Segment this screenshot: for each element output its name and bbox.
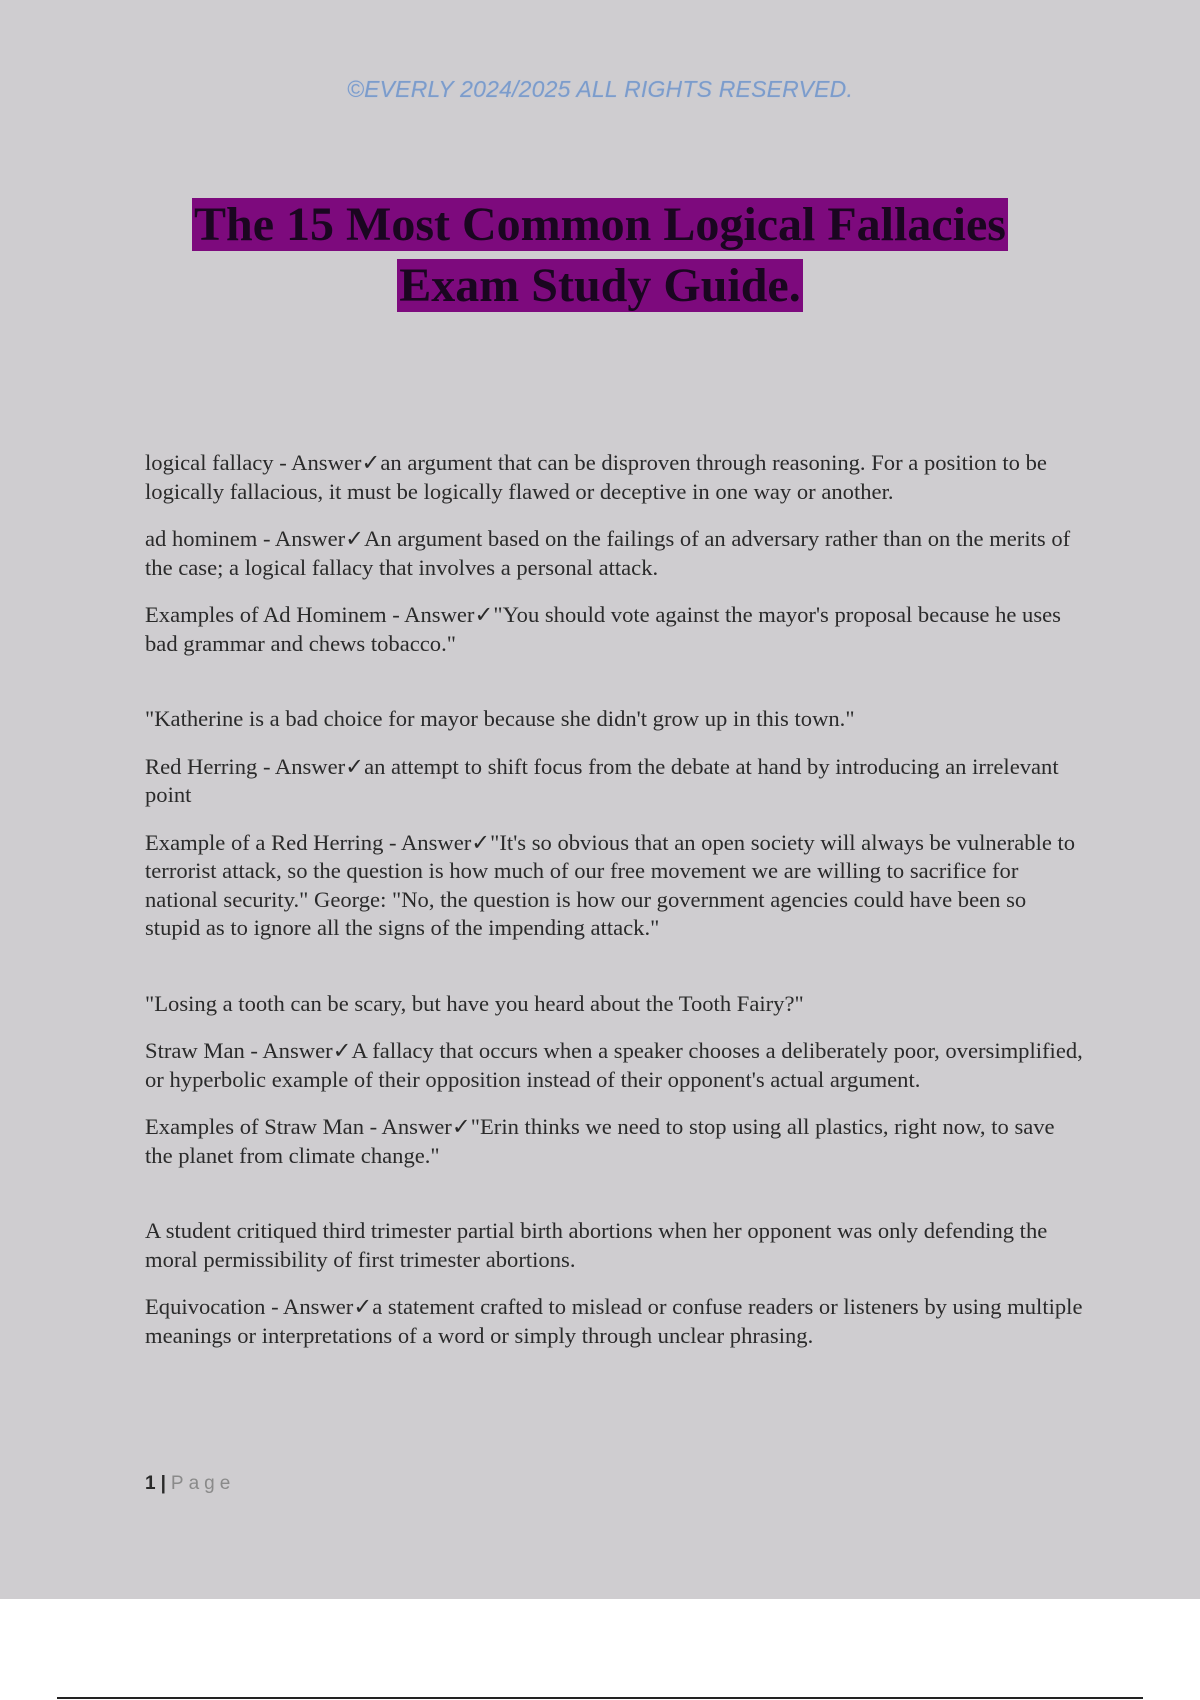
footer-separator: | [160,1473,166,1494]
copyright-header: ©EVERLY 2024/2025 ALL RIGHTS RESERVED. [346,76,854,102]
entry-ad-hominem-examples: Examples of Ad Hominem - Answer✓"You should vote against the mayor's proposal because he uses bad grammar and chews tobacco." [145,602,1061,656]
bottom-divider [57,1697,1143,1699]
entry-logical-fallacy: logical fallacy - Answer✓an argument that can be disproven through reasoning. For a position to be logically fallacious, it must be logically flawed or deceptive in one way or another. [145,450,1047,504]
title-line-2: Exam Study Guide. [399,259,801,312]
entry-straw-man: Straw Man - Answer✓A fallacy that occurs when a speaker chooses a deliberately poor, oversimplified, or hyperbolic example of their opposition instead of their opponent's actual argument. [145,1038,1083,1092]
title-line-1: The 15 Most Common Logical Fallacies [194,198,1006,251]
entry-ad-hominem-example-2: "Katherine is a bad choice for mayor because she didn't grow up in this town." [145,706,855,731]
entry-red-herring-example-2: "Losing a tooth can be scary, but have you heard about the Tooth Fairy?" [145,990,804,1016]
entry-equivocation: Equivocation - Answer✓a statement crafted to mislead or confuse readers or listeners by using multiple meanings or interpretations of a word or simply through unclear phrasing. [145,1294,1083,1348]
study-guide-content [145,449,1085,1369]
document-title [0,194,1200,316]
page-number: 1 [145,1473,156,1494]
entry-straw-man-examples: Examples of Straw Man - Answer✓"Erin thinks we need to stop using all plastics, right now, to save the planet from climate change." [145,1114,1055,1168]
page-label: Page [170,1473,236,1494]
entry-red-herring-example: Example of a Red Herring - Answer✓"It's so obvious that an open society will always be vulnerable to terrorist attack, so the question is how much of our free movement we are willing to sacrifice for national security." George: "No, the question is how our government agencies could have been so stupid as to ignore all the signs of the impending attack." [145,829,1076,940]
entry-red-herring: Red Herring - Answer✓an attempt to shift focus from the debate at hand by introducing an irrelevant point [145,753,1059,807]
entry-ad-hominem: ad hominem - Answer✓An argument based on the failings of an adversary rather than on the merits of the case; a logical fallacy that involves a personal attack. [145,526,1071,580]
entry-straw-man-example-2: A student critiqued third trimester partial birth abortions when her opponent was only defending the moral permissibility of first trimester abortions. [145,1218,1048,1272]
page-footer [145,1473,235,1495]
